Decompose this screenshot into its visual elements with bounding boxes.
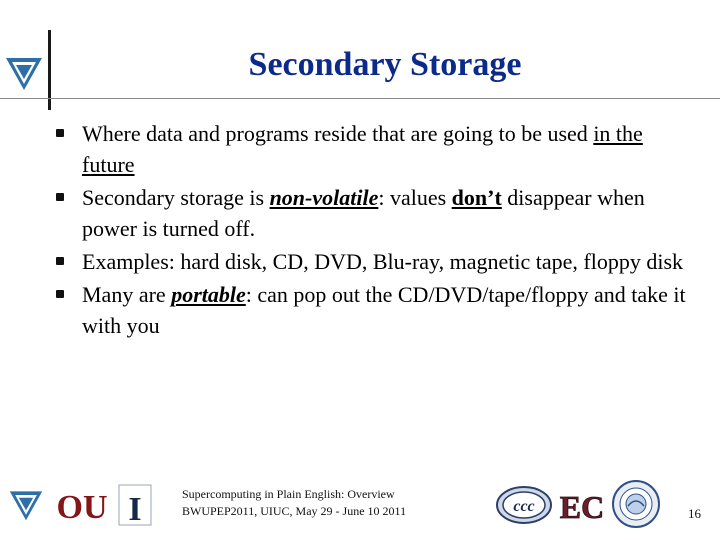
bullet-text-segment: : values <box>378 185 452 210</box>
triangle-footer-logo-icon <box>8 486 44 522</box>
bullet-list <box>54 118 694 343</box>
page-number: 16 <box>688 506 701 521</box>
bullet-item <box>54 246 694 277</box>
bullet-text-segment: Secondary storage is <box>82 185 270 210</box>
bullet-item <box>54 279 694 341</box>
bullet-square-icon <box>56 290 64 298</box>
bullet-text-segment: portable <box>171 282 246 307</box>
illinois-logo-text: I <box>128 491 142 528</box>
bullet-text-segment: Examples: hard disk, CD, DVD, Blu-ray, magnetic tape, floppy disk <box>82 249 684 274</box>
footer-text <box>182 486 406 520</box>
ou-logo-text: OU <box>56 489 108 526</box>
ccc-logo-icon <box>496 486 552 524</box>
bullet-square-icon <box>56 129 64 137</box>
bullet-text-segment: non-volatile <box>269 185 379 210</box>
bullet-text-segment: in the future <box>82 121 643 177</box>
illinois-logo-icon <box>118 484 152 526</box>
footer-line-2: BWUPEP2011, UIUC, May 29 - June 10 2011 <box>182 504 407 518</box>
ec-logo-icon <box>559 486 605 525</box>
bullet-text-segment: Many are <box>82 282 172 307</box>
bullet-square-icon <box>56 193 64 201</box>
header-horizontal-rule <box>0 98 720 99</box>
triangle-logo-icon <box>4 52 44 92</box>
footer-line-1: Supercomputing in Plain English: Overview <box>182 487 395 501</box>
bullet-item <box>54 118 694 180</box>
bullet-item <box>54 182 694 244</box>
ccc-logo-text: ccc <box>513 498 535 515</box>
bullet-text-segment: disappear when power is turned off. <box>82 185 645 241</box>
ec-logo-text: EC <box>559 489 605 525</box>
slide-title: Secondary Storage <box>248 46 522 83</box>
bullet-text-segment: don’t <box>451 185 502 210</box>
bullet-text-segment: Where data and programs reside that are going to be used <box>82 121 594 146</box>
ou-logo-icon <box>56 482 108 526</box>
seal-logo-icon <box>612 480 660 528</box>
bullet-square-icon <box>56 257 64 265</box>
bullet-text-segment: : can pop out the CD/DVD/tape/floppy and take it with you <box>82 282 686 338</box>
